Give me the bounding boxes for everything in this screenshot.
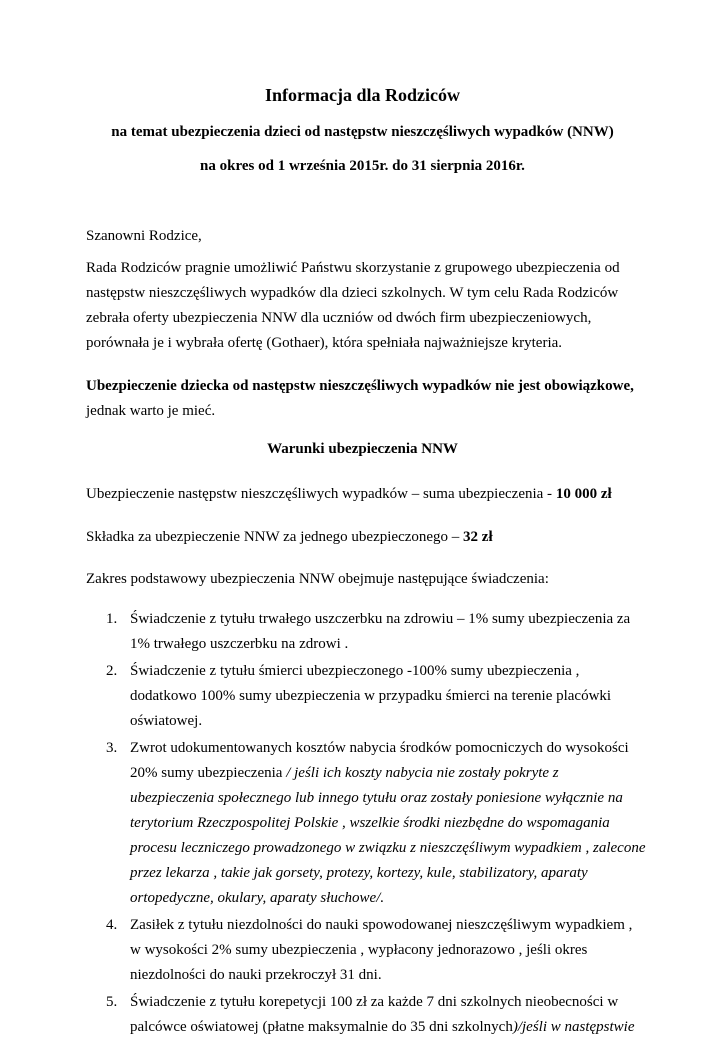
list-item [86, 913, 646, 988]
sum-line [86, 482, 646, 507]
list-item-text: Świadczenie z tytułu śmierci ubezpieczonego -100% sumy ubezpieczenia , dodatkowo 100% sumy ubezpieczenia w przypadku śmierci na terenie placówki oświatowej. [130, 663, 612, 729]
document-subtitle: na temat ubezpieczenia dzieci od następstw nieszczęśliwych wypadków (NNW) [111, 124, 614, 140]
list-item [86, 659, 646, 734]
notice-rest: jednak warto je mieć. [86, 403, 216, 419]
list-item-text: Zwrot udokumentowanych kosztów nabycia środków pomocniczych do wysokości 20% sumy ubezpieczenia [130, 740, 629, 781]
list-item-text: Świadczenie z tytułu korepetycji 100 zł za każde 7 dni szkolnych nieobecności w palcówce oświatowej (płatne maksymalnie do 35 dni szkolnych [130, 994, 619, 1035]
fee-text: Składka za ubezpieczenie NNW za jednego ubezpieczonego – [86, 529, 464, 545]
list-item-italic: / jeśli ich koszty nabycia nie zostały pokryte z ubezpieczenia społecznego lub innego tytułu oraz zostały poniesione wyłącznie na terytorium Rzeczpospolitej Polskie , wszelkie środki niezbędne do wspomagania procesu leczniczego prowadzonego w związku z nieszczęśliwym wypadkiem , zalecone przez lekarza , takie jak gorsety, protezy, kortezy, kule, stabilizatory, aparaty ortopedyczne, okulary, aparaty słuchowe/. [130, 765, 646, 906]
list-item [86, 990, 646, 1040]
greeting: Szanowni Rodzice, [86, 228, 202, 244]
list-item [86, 607, 646, 657]
notice-paragraph [86, 374, 646, 424]
list-item-number: 1. [106, 611, 118, 627]
sum-text: Ubezpieczenie następstw nieszczęśliwych wypadków – suma ubezpieczenia - [86, 486, 556, 502]
sum-value: 10 000 zł [555, 486, 612, 502]
intro-paragraph: Rada Rodziców pragnie umożliwić Państwu skorzystanie z grupowego ubezpieczenia od następstw nieszczęśliwych wypadków dla dzieci szkolnych. W tym celu Rada Rodziców zebrała oferty ubezpieczenia NNW dla uczniów od dwóch firm ubezpieczeniowych, porównała je i wybrała ofertę (Gothaer), która spełniała najważniejsze kryteria. [86, 260, 620, 351]
document-title: Informacja dla Rodziców [265, 85, 460, 105]
scope-line: Zakres podstawowy ubezpieczenia NNW obejmuje następujące świadczenia: [86, 571, 549, 587]
list-item-italic: )/jeśli w następstwie [512, 1019, 635, 1035]
list-item-number: 2. [106, 663, 118, 679]
fee-value: 32 zł [463, 529, 493, 545]
section-title: Warunki ubezpieczenia NNW [267, 441, 458, 457]
fee-line [86, 525, 646, 550]
list-item-text: Zasiłek z tytułu niezdolności do nauki spowodowanej nieszczęśliwym wypadkiem , w wysokości 2% sumy ubezpieczenia , wypłacony jednorazowo , jeśli okres niezdolności do nauki przekroczył 31 dni. [130, 917, 633, 983]
list-item [86, 736, 646, 911]
insurance-period: na okres od 1 września 2015r. do 31 sierpnia 2016r. [200, 158, 525, 174]
notice-bold: Ubezpieczenie dziecka od następstw nieszczęśliwych wypadków nie jest obowiązkowe, [86, 378, 634, 394]
list-item-number: 4. [106, 917, 118, 933]
benefits-list [86, 607, 646, 1042]
list-item-number: 3. [106, 740, 118, 756]
list-item-number: 5. [106, 994, 118, 1010]
list-item-text: Świadczenie z tytułu trwałego uszczerbku na zdrowiu – 1% sumy ubezpieczenia za 1% trwałego uszczerbku na zdrowi . [130, 611, 631, 652]
